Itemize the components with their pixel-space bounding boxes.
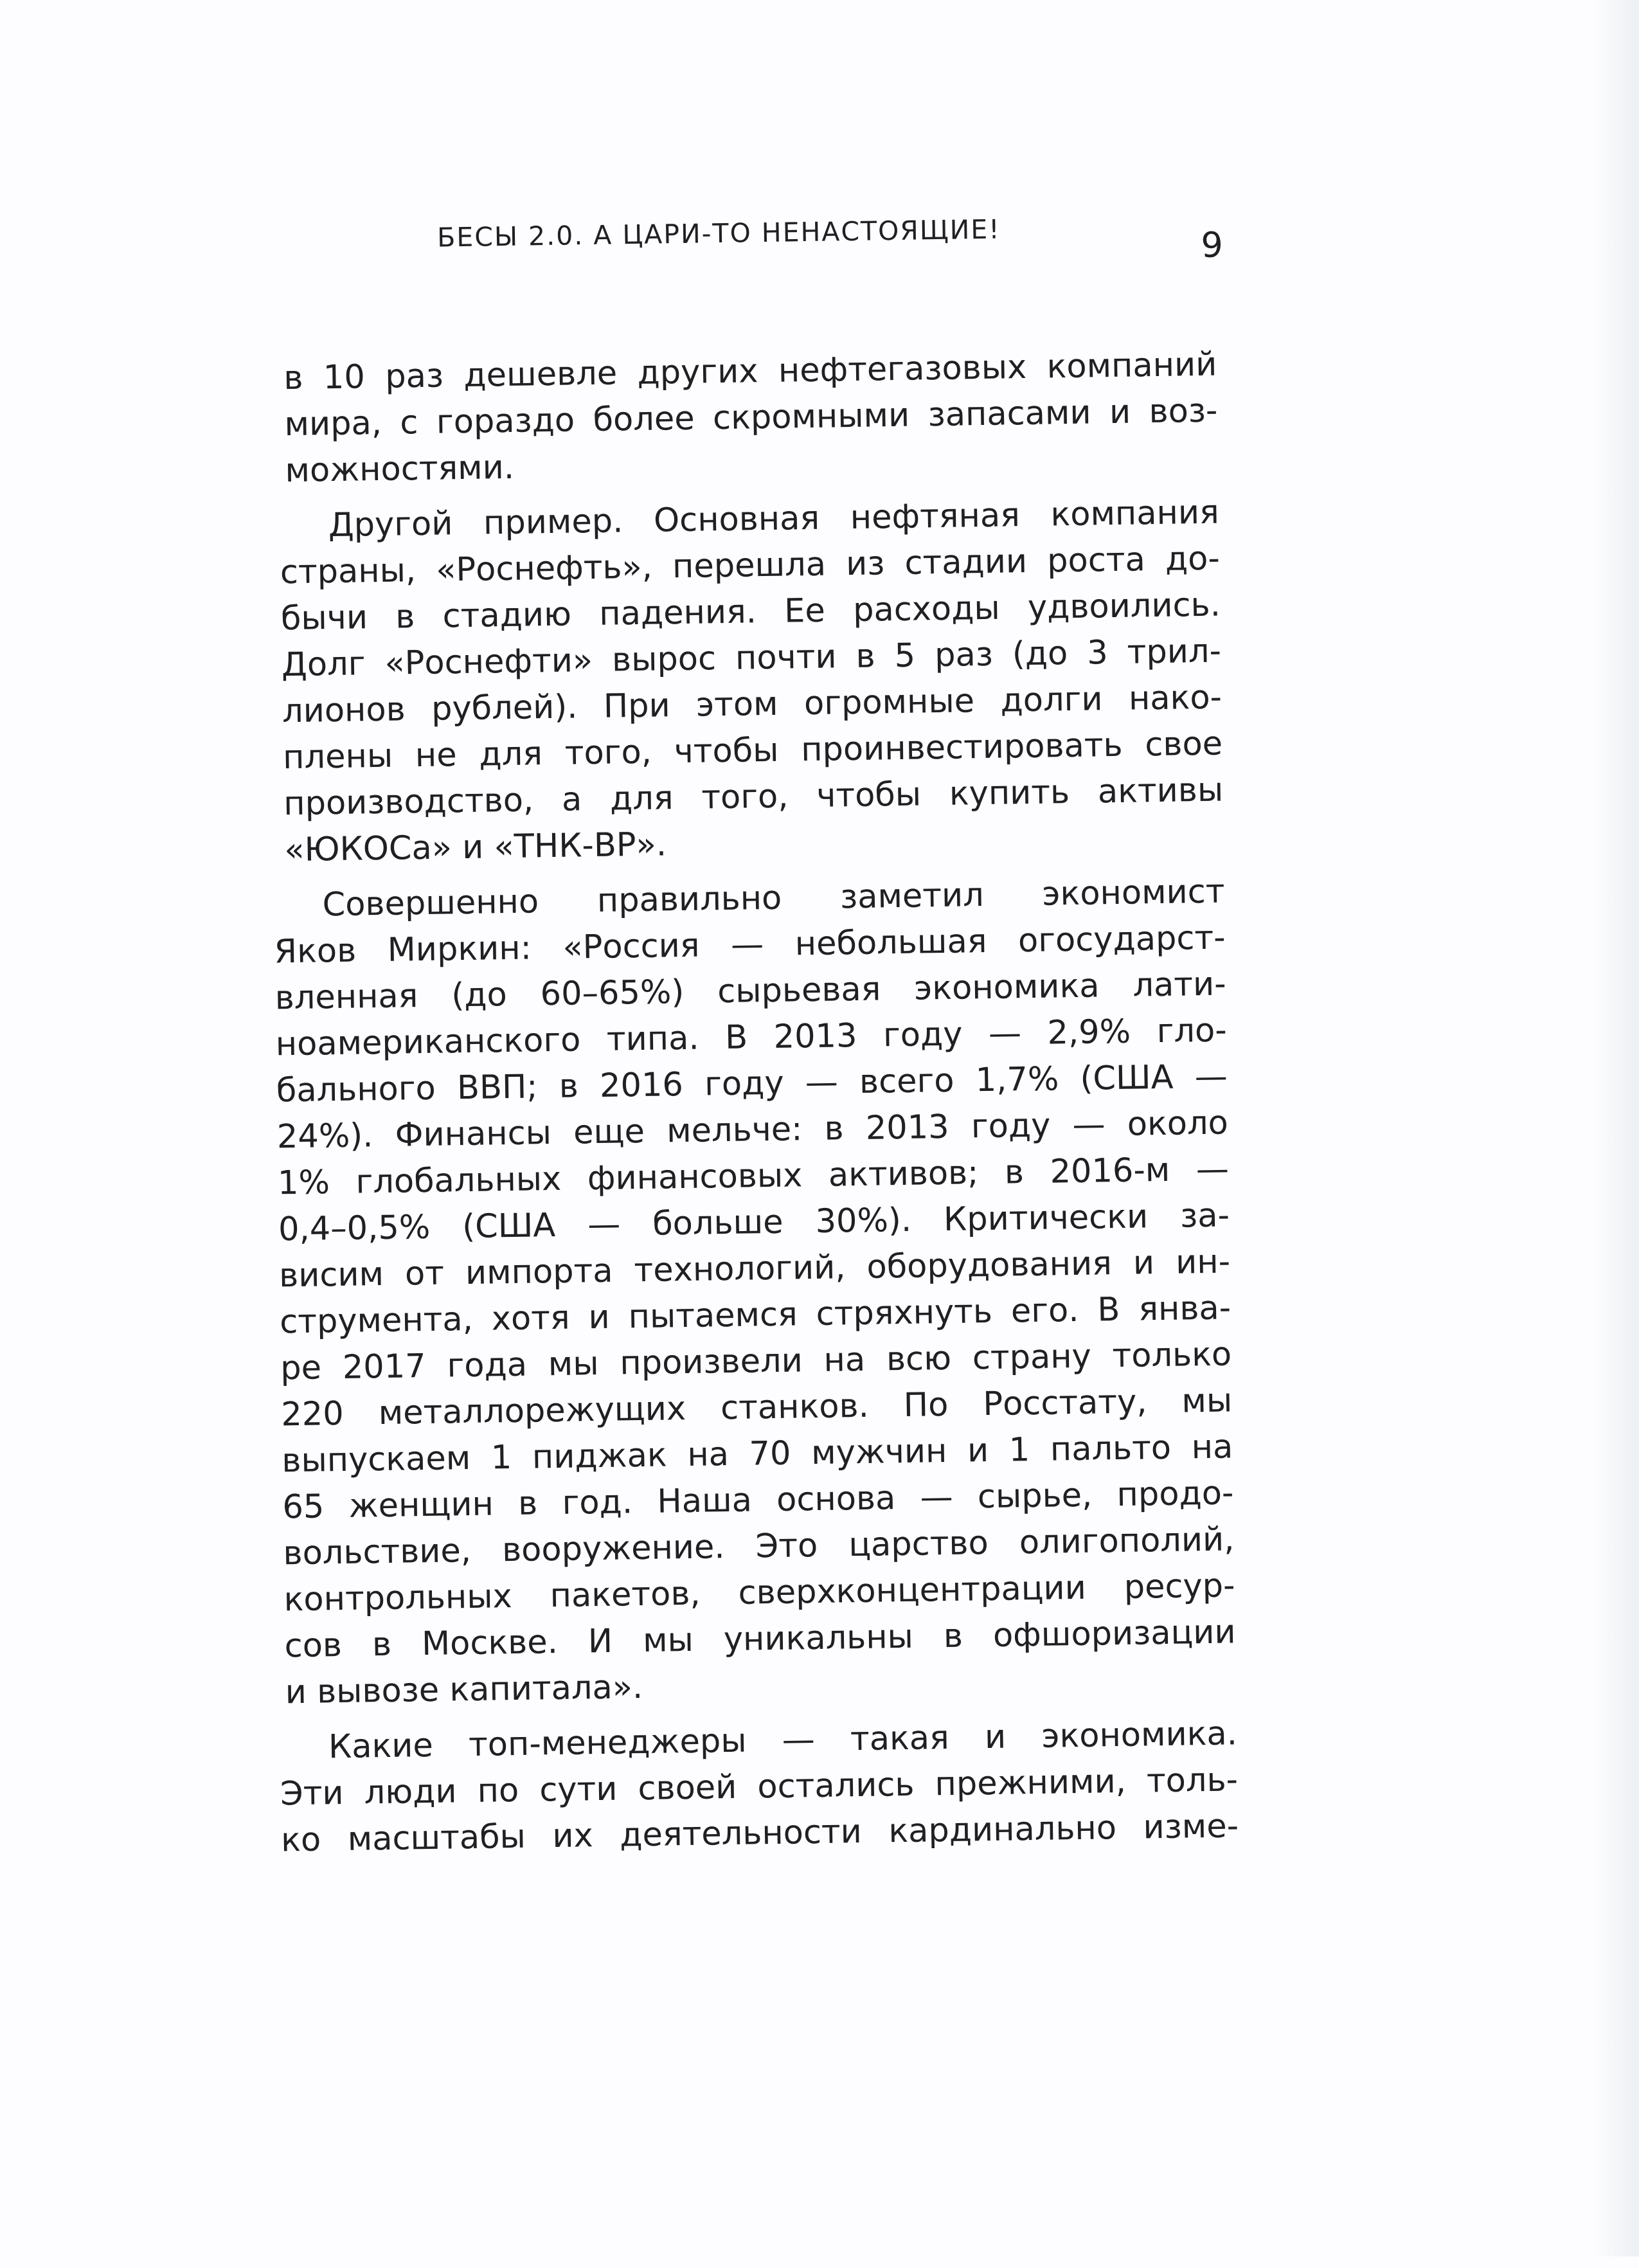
text-line: Другой пример. Основная нефтяная компания xyxy=(328,493,1220,545)
text-line: Какие топ-менеджеры — такая и экономика. xyxy=(328,1715,1238,1767)
text-line: струмента, хотя и пытаемся стряхнуть его. В янва- xyxy=(279,1289,1231,1342)
text-line: 24%). Финансы еще мельче: в 2013 году — около xyxy=(276,1104,1229,1156)
text-line: сов в Москве. И мы уникальны в офшоризации xyxy=(284,1613,1236,1666)
text-line: вольствие, вооружение. Это царство олигополий, xyxy=(283,1520,1235,1573)
text-line: 0,4–0,5% (США — больше 30%). Критически за- xyxy=(278,1196,1230,1249)
text-line: лионов рублей). При этом огромные долги нако- xyxy=(282,678,1223,731)
text-line: в 10 раз дешевле других нефтегазовых компаний xyxy=(283,345,1217,398)
text-line: Яков Миркин: «Россия — небольшая огосударст- xyxy=(274,919,1226,971)
text-line: контрольных пакетов, сверхконцентрации ресур- xyxy=(283,1567,1235,1619)
text-line: «ЮКОСа» и «ТНК-ВР». xyxy=(283,825,667,870)
text-line: ре 2017 года мы произвели на всю страну только xyxy=(280,1335,1232,1388)
running-title: БЕСЫ 2.0. А ЦАРИ-ТО НЕНАСТОЯЩИЕ! xyxy=(436,213,1001,253)
text-line: выпускаем 1 пиджак на 70 мужчин и 1 пальто на xyxy=(281,1428,1233,1480)
text-line: Совершенно правильно заметил экономист xyxy=(322,872,1225,924)
text-line: бычи в стадию падения. Ее расходы удвоились. xyxy=(280,586,1221,638)
text-line: плены не для того, чтобы проинвестировать свое xyxy=(282,724,1223,777)
paragraph-3 xyxy=(267,869,1237,1716)
text-line: вленная (до 60–65%) сырьевая экономика лати- xyxy=(274,965,1227,1018)
paragraph-1 xyxy=(259,342,1219,495)
text-line: 65 женщин в год. Наша основа — сырье, продо- xyxy=(282,1474,1234,1527)
text-line: ноамериканского типа. В 2013 году — 2,9% гло- xyxy=(275,1011,1228,1064)
text-line: страны, «Роснефть», перешла из стадии роста до- xyxy=(280,539,1221,592)
text-line: мира, с гораздо более скромными запасами и воз- xyxy=(284,392,1218,444)
text-line: 220 металлорежущих станков. По Росстату, мы xyxy=(280,1382,1233,1434)
text-line: 1% глобальных финансовых активов; в 2016-м — xyxy=(277,1150,1230,1203)
paragraph-2 xyxy=(261,490,1224,874)
text-line: можностями. xyxy=(285,448,515,491)
text-line: и вывозе капитала». xyxy=(285,1668,643,1712)
page-number: 9 xyxy=(1201,224,1224,266)
body-text xyxy=(259,342,1239,1864)
text-line: висим от импорта технологий, оборудования и ин- xyxy=(278,1243,1231,1295)
text-line: ко масштабы их деятельности кардинально изме- xyxy=(280,1807,1239,1860)
text-line: Эти люди по сути своей остались прежними, толь- xyxy=(280,1761,1239,1814)
text-line: Долг «Роснефти» вырос почти в 5 раз (до 3 трил- xyxy=(281,632,1222,685)
paragraph-4 xyxy=(280,1711,1239,1864)
text-line: бального ВВП; в 2016 году — всего 1,7% (США — xyxy=(276,1058,1228,1110)
text-line: производство, а для того, чтобы купить активы xyxy=(283,771,1224,824)
